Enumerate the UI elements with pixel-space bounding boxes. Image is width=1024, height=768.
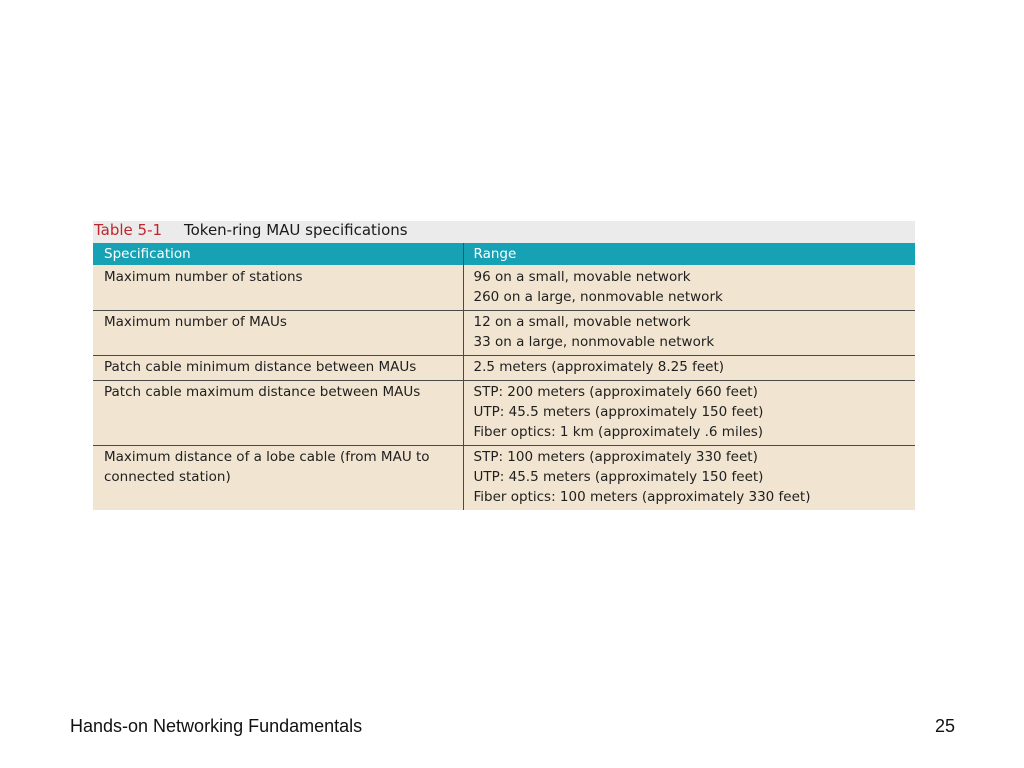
range-line: STP: 200 meters (approximately 660 feet) [473,384,758,400]
range-line: Fiber optics: 100 meters (approximately 330 feet) [473,489,811,505]
table-number: Table 5-1 [94,221,163,239]
range-line: 2.5 meters (approximately 8.25 feet) [473,359,725,375]
table-figure [93,221,915,510]
range-line: 33 on a large, nonmovable network [473,334,715,350]
table-row [93,265,915,311]
range-line: UTP: 45.5 meters (approximately 150 feet) [473,469,764,485]
range-line: 260 on a large, nonmovable network [473,289,723,305]
range-line: UTP: 45.5 meters (approximately 150 feet) [473,404,764,420]
range-line: Fiber optics: 1 km (approximately .6 miles) [473,424,764,440]
table-caption [93,221,915,243]
table-row [93,356,915,381]
table-title: Token-ring MAU specifications [184,221,408,239]
header-range: Range [463,243,915,265]
table-row [93,311,915,356]
range-cell [463,381,915,446]
table-header-row [93,243,915,265]
spec-cell: Patch cable maximum distance between MAUs [93,381,463,446]
header-specification: Specification [93,243,463,265]
range-cell [463,356,915,381]
spec-cell: Maximum distance of a lobe cable (from MAU to connected station) [93,446,463,511]
spec-cell: Maximum number of MAUs [93,311,463,356]
range-cell [463,446,915,511]
spec-table [93,243,915,510]
spec-cell: Maximum number of stations [104,269,303,285]
spec-cell: Patch cable minimum distance between MAUs [93,356,463,381]
range-line: STP: 100 meters (approximately 330 feet) [473,449,758,465]
range-line: 12 on a small, movable network [473,314,691,330]
range-line: 96 on a small, movable network [473,269,691,285]
range-cell [463,311,915,356]
table-row [93,446,915,511]
page-number: 25 [934,716,955,736]
footer-title: Hands-on Networking Fundamentals [70,716,363,736]
range-cell [463,265,915,311]
table-row [93,381,915,446]
